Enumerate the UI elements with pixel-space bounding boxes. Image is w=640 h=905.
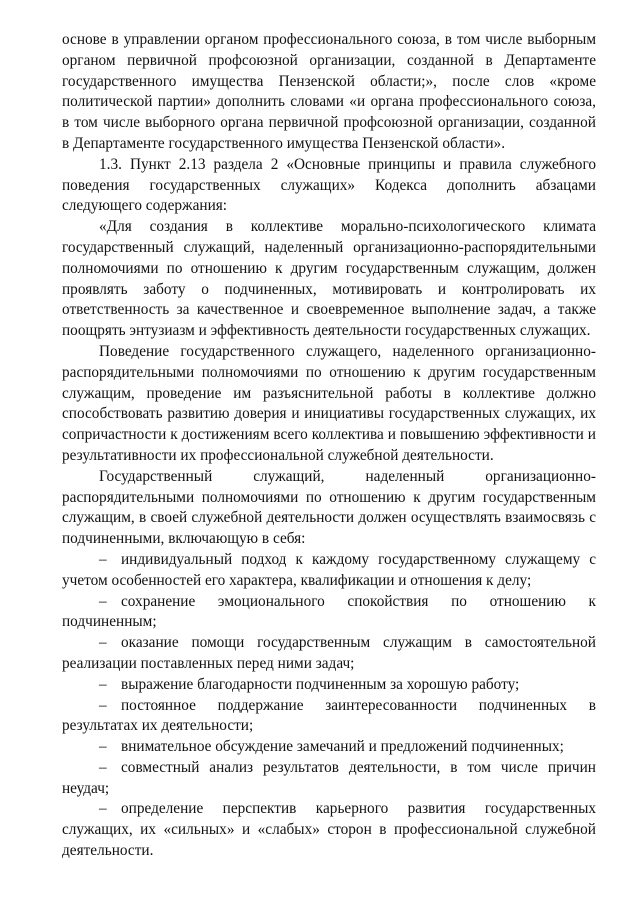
list-item-text: определение перспектив карьерного развития государственных служащих, их «сильных» и «слабых» сторон в профессиональной служебной деятельности. bbox=[62, 800, 596, 860]
list-item-text: постоянное поддержание заинтересованности подчиненных в результатах их деятельности; bbox=[62, 696, 596, 735]
paragraph-behavior: Поведение государственного служащего, наделенного организационно-распорядительными полномочиями по отношению к другим государственным служащим, проведение им разъяснительной работы в коллективе должно способствовать развитию доверия и инициативы государственных служащих, их сопричастности к достижениям всего коллектива и повышению эффективности и результативности их профессиональной служебной деятельности. bbox=[62, 342, 596, 464]
paragraph-interaction: Государственный служащий, наделенный организационно-распорядительными полномочиями по отношению к другим государственным служащим, в своей служебной деятельности должен осуществлять взаимосвязь с подчиненными, включающую в себя: bbox=[62, 467, 596, 548]
list-item-text: внимательное обсуждение замечаний и предложений подчиненных; bbox=[121, 738, 564, 756]
list-item bbox=[62, 675, 596, 696]
list-item bbox=[62, 696, 596, 738]
list-marker: – bbox=[99, 550, 107, 568]
document-page bbox=[62, 30, 596, 862]
list-marker: – bbox=[99, 675, 107, 693]
list-item bbox=[62, 633, 596, 675]
list-marker: – bbox=[99, 800, 107, 818]
list-marker: – bbox=[99, 758, 107, 776]
list-item-text: оказание помощи государственным служащим в самостоятельной реализации поставленных перед ними задач; bbox=[62, 634, 596, 672]
paragraph-clause-1-3: 1.3. Пункт 2.13 раздела 2 «Основные принципы и правила служебного поведения государственных служащих» Кодекса дополнить абзацами следующего содержания: bbox=[62, 155, 596, 215]
list-item-text: индивидуальный подход к каждому государственному служащему с учетом особенностей его характера, квалификации и отношения к делу; bbox=[62, 550, 596, 589]
paragraph-continuation: основе в управлении органом профессионального союза, в том числе выборным органом первичной профсоюзной организации, созданной в Департаменте государственного имущества Пензенской области;», после слов «кроме политической партии» дополнить словами «и органа профессионального союза, в том числе выборного органа первичной профсоюзной организации, созданной в Департаменте государственного имущества Пензенской области». bbox=[62, 31, 596, 152]
list-item-text: совместный анализ результатов деятельности, в том числе причин неудач; bbox=[62, 758, 596, 797]
list-item bbox=[62, 737, 596, 758]
list-item bbox=[62, 592, 596, 634]
list-item bbox=[62, 758, 596, 800]
paragraph-climate: «Для создания в коллективе морально-психологического климата государственный служащий, наделенный организационно-распорядительными полномочиями по отношению к другим государственным служащим, должен проявлять заботу о подчиненных, мотивировать и контролировать их ответственность за качественное и своевременное выполнение задач, а также поощрять энтузиазм и эффективность деятельности государственных служащих. bbox=[62, 218, 596, 340]
list-item bbox=[62, 799, 596, 861]
list-item-text: сохранение эмоционального спокойствия по отношению к подчиненным; bbox=[62, 592, 596, 631]
list-marker: – bbox=[99, 696, 107, 714]
list-marker: – bbox=[99, 592, 107, 610]
list-item bbox=[62, 550, 596, 592]
list-marker: – bbox=[99, 738, 107, 756]
list-item-text: выражение благодарности подчиненным за хорошую работу; bbox=[121, 675, 520, 693]
list-marker: – bbox=[99, 634, 107, 652]
